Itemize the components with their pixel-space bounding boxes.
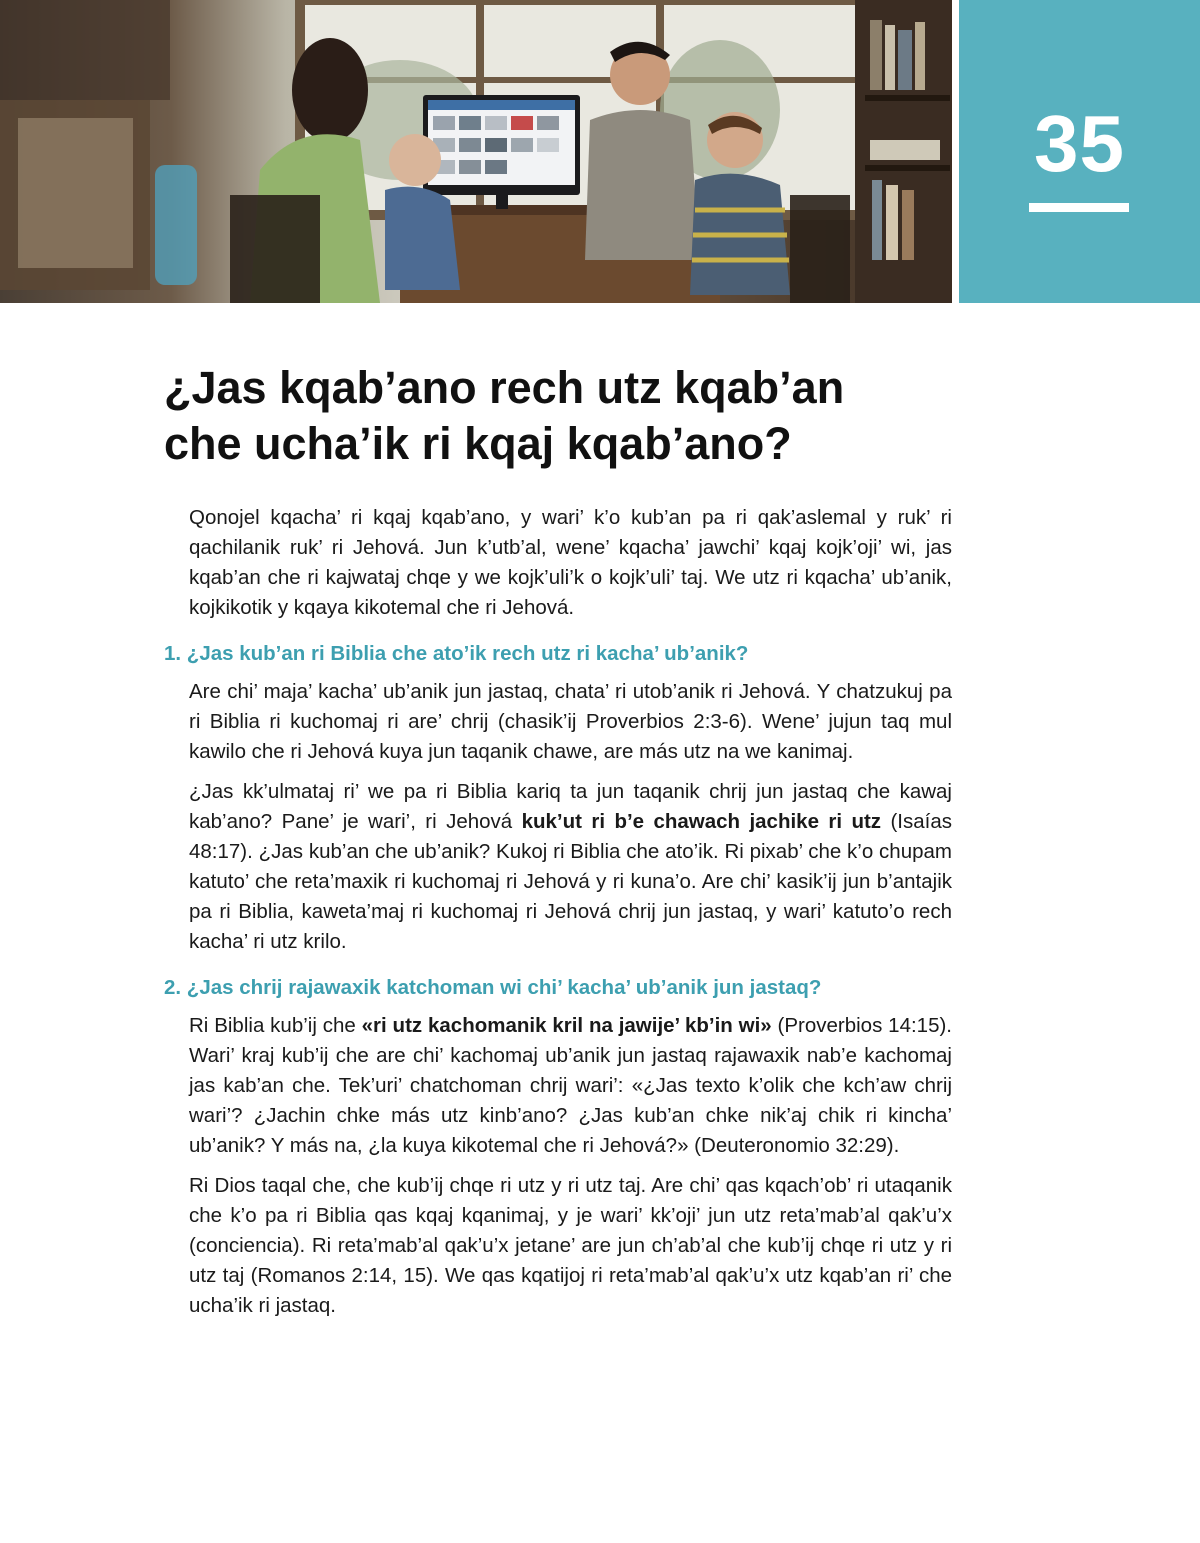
section-1-heading: 1. ¿Jas kub’an ri Biblia che ato’ik rech utz ri kacha’ ub’anik? — [164, 642, 749, 665]
lesson-number-tab — [959, 0, 1200, 303]
page-title — [164, 360, 964, 472]
text-run: (Proverbios 14:15). Wari’ kraj kub’ij che are chi’ kachomaj ub’anik jun jastaq rajawaxik nab’e kachomaj jas kab’an che. Tek’uri’ chatchoman chrij wari’: «¿Jas texto k’olik che kch’aw chrij wari’? ¿Jachin chke más utz kinb’ano? ¿Jas kub’an chke nik’aj chik ri kincha’ ub’anik? Y más na, ¿la kuya kikotemal che ri Jehová?» (Deuteronomio 32:29). — [189, 1014, 952, 1157]
lesson-number: 35 — [1034, 99, 1125, 188]
lesson-content — [164, 503, 952, 1331]
section-1-paragraph-2 — [189, 777, 952, 957]
section-1-paragraph-1: Are chi’ maja’ kacha’ ub’anik jun jastaq, chata’ ri utob’anik ri Jehová. Y chatzukuj pa ri Biblia ri kuchomaj ri are’ chrij (chasik’ij Proverbios 2:3-6). Wene’ jujun taq mul kawilo che ri Jehová kuya jun taqanik chawe, are más utz na we kanimaj. — [189, 680, 952, 763]
family-at-computer-illustration — [0, 0, 952, 303]
section-2-paragraph-1 — [189, 1011, 952, 1161]
intro-paragraph: Qonojel kqacha’ ri kqaj kqab’ano, y wari’ k’o kub’an pa ri qak’aslemal y ruk’ ri qachilanik ruk’ ri Jehová. Jun k’utb’al, wene’ kqacha’ jawchi’ kqaj kojk’oji’ wi, jas kqab’an che ri kajwataj chqe y we kojk’uli’k o kojk’uli’ taj. We utz ri kqacha’ ub’anik, kojkikotik y kqaya kikotemal che ri Jehová. — [189, 506, 952, 619]
title-line-1: ¿Jas kqab’ano rech utz kqab’an — [164, 362, 845, 413]
lesson-number-underline — [1029, 203, 1129, 212]
header-photo — [0, 0, 952, 303]
bold-quote: kuk’ut ri b’e chawach jachike ri utz — [521, 810, 882, 833]
title-line-2: che ucha’ik ri kqaj kqab’ano? — [164, 418, 792, 469]
text-run: Ri Biblia kub’ij che — [189, 1014, 362, 1037]
text-run: (Isaías 48:17). ¿Jas kub’an che ub’anik? Kukoj ri Biblia che ato’ik. Ri pixab’ che k’o chupam katuto’ che reta’maxik ri kuchomaj ri Jehová y ri kuna’o. Are chi’ kasik’ij jun b’antajik pa ri Biblia, kaweta’maj ri kuchomaj ri Jehová chrij jun jastaq, y wari’ katuto’o rech kacha’ ri utz krilo. — [189, 810, 952, 953]
bold-quote: «ri utz kachomanik kril na jawije’ kb’in wi» — [361, 1014, 772, 1037]
text-run: ¿Jas kk’ulmataj ri’ we pa ri Biblia kariq ta jun taqanik chrij jun jastaq che kawaj kab’ano? Pane’ je wari’, ri Jehová — [189, 780, 952, 833]
section-2-heading: 2. ¿Jas chrij rajawaxik katchoman wi chi’ kacha’ ub’anik jun jastaq? — [164, 976, 822, 999]
section-2-paragraph-2: Ri Dios taqal che, che kub’ij chqe ri utz y ri utz taj. Are chi’ qas kqach’ob’ ri utaqanik che k’o pa ri Biblia qas kqaj kqanimaj, y je wari’ kk’oji’ jun utz reta’mab’al qak’u’x (conciencia). Ri reta’mab’al qak’u’x jetane’ are jun ch’ab’al che kub’ij chqe ri utz y ri utz taj (Romanos 2:14, 15). We qas kqatijoj ri reta’mab’al qak’u’x utz kqab’an ri’ che ucha’ik ri jastaq. — [189, 1174, 952, 1317]
